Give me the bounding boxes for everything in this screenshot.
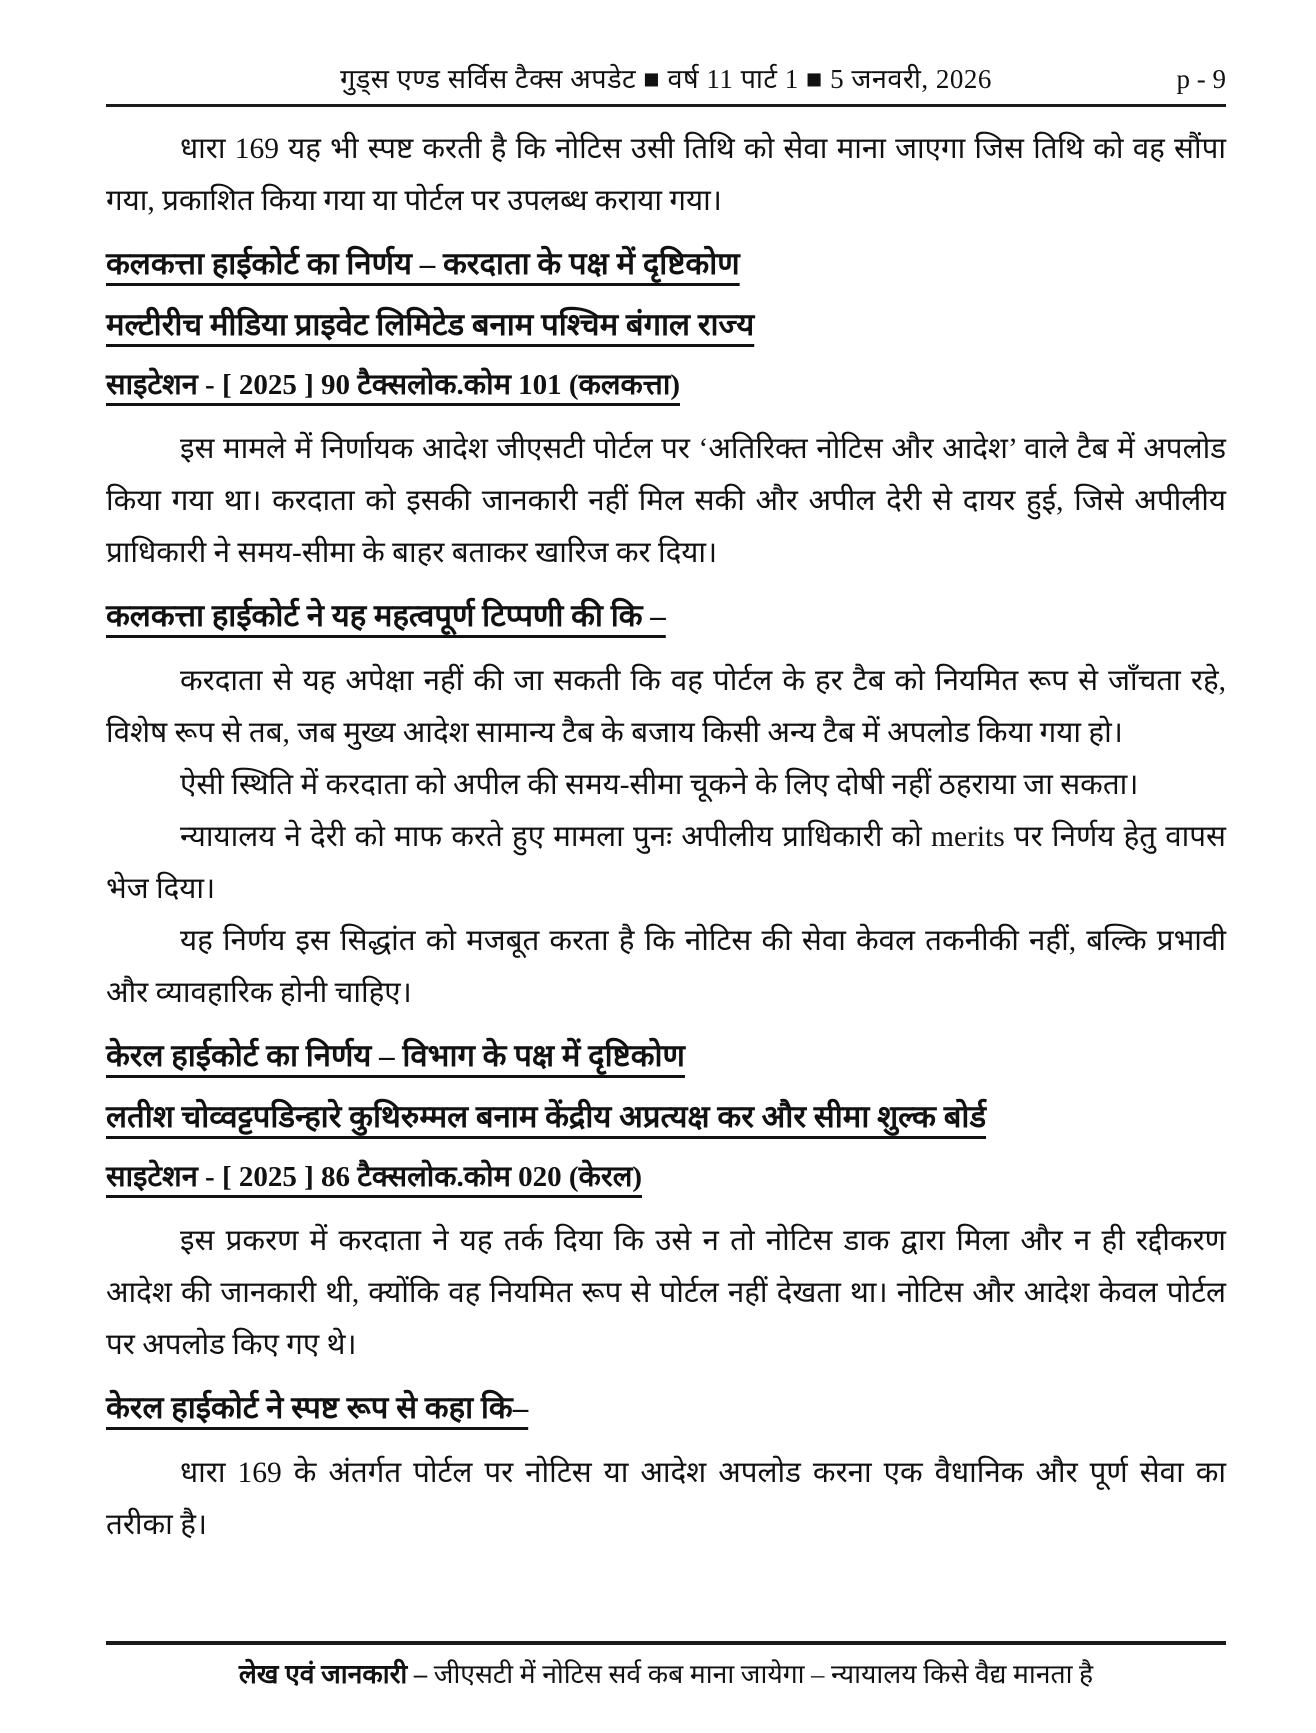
page-header xyxy=(106,62,1226,107)
journal-title: गुड्स एण्ड सर्विस टैक्स अपडेट ■ वर्ष 11 पार्ट 1 ■ 5 जनवरी, 2026 xyxy=(340,64,992,94)
citation-line-calcutta: साइटेशन - [ 2025 ] 90 टैक्सलोक.कोम 101 (कलकत्ता) xyxy=(106,369,680,401)
paragraph-not-guilty: ऐसी स्थिति में करदाता को अपील की समय-सीमा चूकने के लिए दोषी नहीं ठहराया जा सकता। xyxy=(180,769,1139,801)
page-number: p - 9 xyxy=(1176,64,1226,94)
footer-article-title: जीएसटी में नोटिस सर्व कब माना जायेगा – न्यायालय किसे वैद्य मानता है xyxy=(433,1659,1094,1689)
paragraph-principle: यह निर्णय इस सिद्धांत को मजबूत करता है कि नोटिस की सेवा केवल तकनीकी नहीं, बल्कि प्रभावी और व्यावहारिक होनी चाहिए। xyxy=(106,925,1226,1009)
paragraph-portal-upload-valid: धारा 169 के अंतर्गत पोर्टल पर नोटिस या आदेश अपलोड करना एक वैधानिक और पूर्ण सेवा का तरीका है। xyxy=(106,1457,1226,1541)
section-heading-calcutta-remark: कलकत्ता हाईकोर्ट ने यह महत्वपूर्ण टिप्पणी की कि – xyxy=(106,598,666,633)
paragraph-section-169: धारा 169 यह भी स्पष्ट करती है कि नोटिस उसी तिथि को सेवा माना जाएगा जिस तिथि को वह सौंपा गया, प्रकाशित किया गया या पोर्टल पर उपलब्ध कराया गया। xyxy=(106,133,1226,217)
paragraph-case-facts-kerala: इस प्रकरण में करदाता ने यह तर्क दिया कि उसे न तो नोटिस डाक द्वारा मिला और न ही रद्दीकरण आदेश की जानकारी थी, क्योंकि वह नियमित रूप से पोर्टल नहीं देखता था। नोटिस और आदेश केवल पोर्टल पर अपलोड किए गए थे। xyxy=(106,1225,1226,1361)
page-footer xyxy=(106,1641,1226,1691)
paragraph-delay-condoned: न्यायालय ने देरी को माफ करते हुए मामला पुनः अपीलीय प्राधिकारी को merits पर निर्णय हेतु वापस भेज दिया। xyxy=(106,821,1226,905)
page-body xyxy=(106,107,1226,1641)
case-title-multireach-media: मल्टीरीच मीडिया प्राइवेट लिमिटेड बनाम पश्चिम बंगाल राज्य xyxy=(106,307,755,342)
section-heading-calcutta-decision: कलकत्ता हाईकोर्ट का निर्णय – करदाता के पक्ष में दृष्टिकोण xyxy=(106,246,740,281)
footer-label: लेख एवं जानकारी – xyxy=(238,1659,428,1689)
case-title-lathish-kuthirummal: लतीश चोव्वट्टपडिन्हारे कुथिरुम्मल बनाम केंद्रीय अप्रत्यक्ष कर और सीमा शुल्क बोर्ड xyxy=(106,1099,987,1134)
citation-line-kerala: साइटेशन - [ 2025 ] 86 टैक्सलोक.कोम 020 (केरल) xyxy=(106,1161,643,1193)
footer-rule xyxy=(106,1641,1226,1645)
paragraph-taxpayer-expectation: करदाता से यह अपेक्षा नहीं की जा सकती कि वह पोर्टल के हर टैब को नियमित रूप से जाँचता रहे, विशेष रूप से तब, जब मुख्य आदेश सामान्य टैब के बजाय किसी अन्य टैब में अपलोड किया गया हो। xyxy=(106,665,1226,749)
section-heading-kerala-statement: केरल हाईकोर्ट ने स्पष्ट रूप से कहा कि– xyxy=(106,1390,529,1425)
footer-line xyxy=(106,1657,1226,1691)
section-heading-kerala-decision: केरल हाईकोर्ट का निर्णय – विभाग के पक्ष में दृष्टिकोण xyxy=(106,1038,685,1073)
paragraph-case-facts-calcutta: इस मामले में निर्णायक आदेश जीएसटी पोर्टल पर ‘अतिरिक्त नोटिस और आदेश’ वाले टैब में अपलोड किया गया था। करदाता को इसकी जानकारी नहीं मिल सकी और अपील देरी से दायर हुई, जिसे अपीलीय प्राधिकारी ने समय-सीमा के बाहर बताकर खारिज कर दिया। xyxy=(106,433,1226,569)
